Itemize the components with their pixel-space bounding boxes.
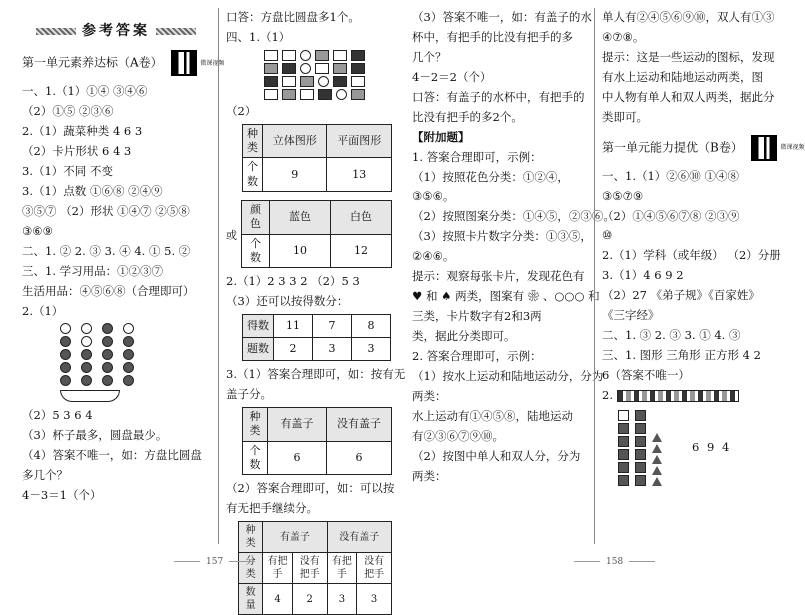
answer-line: 有②③⑥⑦⑨⑩。 <box>412 428 504 443</box>
answer-line: 3.（1）4 6 9 2 <box>602 268 684 283</box>
color-count-table <box>241 200 392 268</box>
table-cell: 3 <box>313 338 352 361</box>
answer-line: 三类，卡片数字有2和3两 <box>412 309 542 324</box>
table-cell: 种类 <box>243 124 263 158</box>
answer-line: 口答：有盖子的水杯中，有把手的 <box>412 89 585 104</box>
unit-a-title <box>22 50 225 76</box>
table-cell: 白色 <box>331 201 392 235</box>
answer-line: 口答：方盘比圆盘多1个。 <box>226 10 360 24</box>
unit-b-title-text: 第一单元能力提优（B卷） <box>602 140 743 155</box>
answer-line: （2）①⑤ ②③⑥ <box>22 104 114 119</box>
answer-line: 二、1. ② 2. ③ 3. ④ 4. ① 5. ② <box>22 243 191 258</box>
answer-line: 单人有②④⑤⑥⑨⑩，双人有①③ <box>602 10 775 24</box>
answer-line: ③⑥⑨ <box>22 223 53 238</box>
handle-count-table <box>238 521 392 615</box>
answer-key-header <box>22 22 210 40</box>
table-cell: 分类 <box>239 553 263 584</box>
column-divider <box>218 8 219 544</box>
answer-line: 6（答案不唯一） <box>602 368 690 382</box>
bead-chain-figure <box>617 390 739 402</box>
answer-line: 2.（1）2 3 3 2 （2）5 3 <box>226 274 360 289</box>
answer-line: 比没有把手的多2个。 <box>412 109 523 124</box>
answer-line: 一、1.（1）①④ ③④⑥ <box>22 84 148 99</box>
answer-line: ♥ 和 ♠ 两类，图案有 ❀ 、○○○ 和 <box>412 289 600 304</box>
answer-line: （3）杯子最多，圆盘最少。 <box>22 428 168 443</box>
answer-line: 两类： <box>412 388 447 403</box>
answer-line: 生活用品：④⑤⑥⑧（合理即可） <box>22 283 195 298</box>
answer-line: 2.（1）学科（或年级） （2）分册 <box>602 248 781 263</box>
table-cell: 有把手 <box>327 553 357 584</box>
qr-code-icon[interactable] <box>171 50 197 76</box>
answer-line: 《三字经》 <box>602 308 660 323</box>
unit-a-title-text: 第一单元素养达标（A卷） <box>22 55 163 70</box>
question-label: （2） <box>226 103 257 118</box>
shape-graph-figure <box>618 410 662 486</box>
shape-count-table <box>242 124 392 192</box>
table-cell: 蓝色 <box>270 201 331 235</box>
page-number: 158 <box>568 557 661 567</box>
table-cell: 个数 <box>243 158 263 192</box>
color-table-wrap <box>226 198 392 274</box>
qr-label: 微课视频 <box>780 144 805 152</box>
dish-illustration <box>60 390 120 402</box>
answer-line: 提示：这是一些运动的图标，发现 <box>602 49 775 64</box>
decorative-bar <box>156 28 196 35</box>
header-title: 参考答案 <box>82 23 150 39</box>
table-cell: 有把手 <box>263 553 293 584</box>
answer-line: （2）5 3 6 4 <box>22 408 93 423</box>
answer-line: 6 9 4 <box>692 440 732 455</box>
bead-chart-figure <box>60 323 210 386</box>
decorative-bar <box>36 28 76 35</box>
answer-line: （2）答案合理即可，如：可以按 <box>226 481 395 496</box>
table-cell: 8 <box>352 315 391 338</box>
table-cell: 9 <box>263 158 327 192</box>
answer-line: 多几个？ <box>22 468 68 483</box>
answer-line: 1. 答案合理即可，示例： <box>412 149 542 164</box>
question-label: 四、1.（1） <box>226 29 291 44</box>
shape-graph-wrap <box>602 408 788 488</box>
right-page <box>400 0 805 572</box>
shape-sort-figure <box>226 50 392 100</box>
lid-count-table <box>242 407 392 475</box>
table-cell: 立体图形 <box>263 124 327 158</box>
answer-line: 2.（1）蔬菜种类 4 6 3 <box>22 124 143 139</box>
table-cell: 没有盖子 <box>327 407 392 441</box>
table-cell: 3 <box>352 338 391 361</box>
answer-line: （1）按水上运动和陆地运动分，分为 <box>412 368 604 383</box>
answer-line: （2）按图中单人和双人分，分为 <box>412 448 581 463</box>
answer-line: （1）按照花色分类：①②④， <box>412 169 569 184</box>
answer-line: 3.（1）点数 ①⑥⑧ ②④⑨ <box>22 183 163 198</box>
answer-line: 3.（1）不同 不变 <box>22 163 113 178</box>
or-label: 或 <box>226 228 237 242</box>
answer-line: （2）按照图案分类：①④⑤，②③⑥。 <box>412 209 615 224</box>
answer-line: （2）27 《弟子规》《百家姓》 <box>602 288 760 303</box>
answer-line: ④⑦⑧。 <box>602 29 645 44</box>
answer-line: （3）答案不唯一，如：有盖子的水 <box>412 10 592 24</box>
answer-line: 类即可。 <box>602 109 648 124</box>
answer-line: （2）卡片形状 6 4 3 <box>22 144 132 158</box>
answer-line: ⑩ <box>602 228 613 243</box>
answer-line: 4－3＝1（个） <box>22 488 102 503</box>
answer-line: ③⑤⑦ （2）形状 ①④⑦ ②⑤⑧ <box>22 203 190 218</box>
answer-line: （3）按照卡片数字分类：①③⑤， <box>412 229 592 244</box>
table-cell: 6 <box>268 441 327 475</box>
page-number: 157 <box>168 557 261 567</box>
table-cell: 有盖子 <box>263 522 327 553</box>
answer-line: 中人物有单人和双人两类，据此分 <box>602 89 775 104</box>
table-cell: 有盖子 <box>268 407 327 441</box>
table-cell: 11 <box>274 315 313 338</box>
table-cell: 题数 <box>243 338 274 361</box>
answer-line: （3）还可以按得数分： <box>226 294 349 309</box>
answer-line: 类，据此分类即可。 <box>412 329 516 343</box>
answer-line: ②④⑥。 <box>412 249 455 264</box>
column-divider <box>594 8 595 544</box>
table-cell: 12 <box>331 234 392 268</box>
table-cell: 个数 <box>242 234 270 268</box>
question-label: 2. <box>602 387 613 402</box>
answer-line: （4）答案不唯一，如：方盘比圆盘 <box>22 448 202 463</box>
answer-line: 二、1. ③ 2. ③ 3. ① 4. ③ <box>602 328 741 343</box>
answer-line: 2. 答案合理即可，示例： <box>412 348 542 363</box>
right-column-1 <box>412 10 615 550</box>
left-column-2 <box>226 10 406 611</box>
table-cell: 种类 <box>239 522 263 553</box>
answer-line: 杯中，有把手的比没有把手的多 <box>412 29 573 44</box>
answer-line: 2.（1） <box>22 303 64 318</box>
qr-code-icon[interactable] <box>751 135 777 161</box>
table-cell: 没有把手 <box>292 553 327 584</box>
answer-line: 几个？ <box>412 49 447 64</box>
answer-line: 有无把手继续分。 <box>226 501 318 516</box>
table-cell: 6 <box>327 441 392 475</box>
left-column-1 <box>22 10 225 550</box>
table-cell: 3 <box>357 584 392 615</box>
answer-line: ③⑤⑦⑨ <box>602 188 644 203</box>
answer-line: 3.（1）答案合理即可，如：按有无 <box>226 367 406 382</box>
table-cell: 个数 <box>243 441 268 475</box>
right-column-2 <box>602 10 805 550</box>
answer-line: 三、1. 学习用品：①②③⑦ <box>22 263 164 278</box>
table-cell: 平面图形 <box>327 124 392 158</box>
bonus-section-title: 【附加题】 <box>412 129 470 144</box>
answer-line: 有水上运动和陆地运动两类，图 <box>602 69 763 84</box>
table-cell: 2 <box>274 338 313 361</box>
table-cell: 3 <box>327 584 357 615</box>
answer-line: （2）①④⑤⑥⑦⑧ ②③⑨ <box>602 208 740 223</box>
answer-line: ③⑤⑥。 <box>412 189 455 204</box>
table-cell: 10 <box>270 234 331 268</box>
table-cell: 颜色 <box>242 201 270 235</box>
answer-line: 一、1.（1）②⑥⑩ ①④⑧ <box>602 168 739 183</box>
table-cell: 7 <box>313 315 352 338</box>
answer-line: 三、1. 图形 三角形 正方形 4 2 <box>602 348 761 363</box>
answer-line-with-figure <box>602 388 788 403</box>
table-cell: 数量 <box>239 584 263 615</box>
answer-line: 提示：观察每张卡片，发现花色有 <box>412 269 585 284</box>
table-cell: 2 <box>292 584 327 615</box>
table-cell: 种类 <box>243 407 268 441</box>
result-count-table <box>242 314 391 361</box>
table-cell: 得数 <box>243 315 274 338</box>
qr-label: 微课视频 <box>200 59 225 67</box>
answer-line: 盖子分。 <box>226 387 272 401</box>
table-cell: 没有盖子 <box>327 522 391 553</box>
answer-line: 两类： <box>412 468 447 483</box>
table-cell: 4 <box>263 584 293 615</box>
table-cell: 13 <box>327 158 392 192</box>
table-cell: 没有把手 <box>357 553 392 584</box>
answer-line: 水上运动有①④⑤⑧，陆地运动 <box>412 408 573 423</box>
answer-line: 4－2＝2（个） <box>412 69 492 84</box>
unit-b-title <box>602 135 805 161</box>
